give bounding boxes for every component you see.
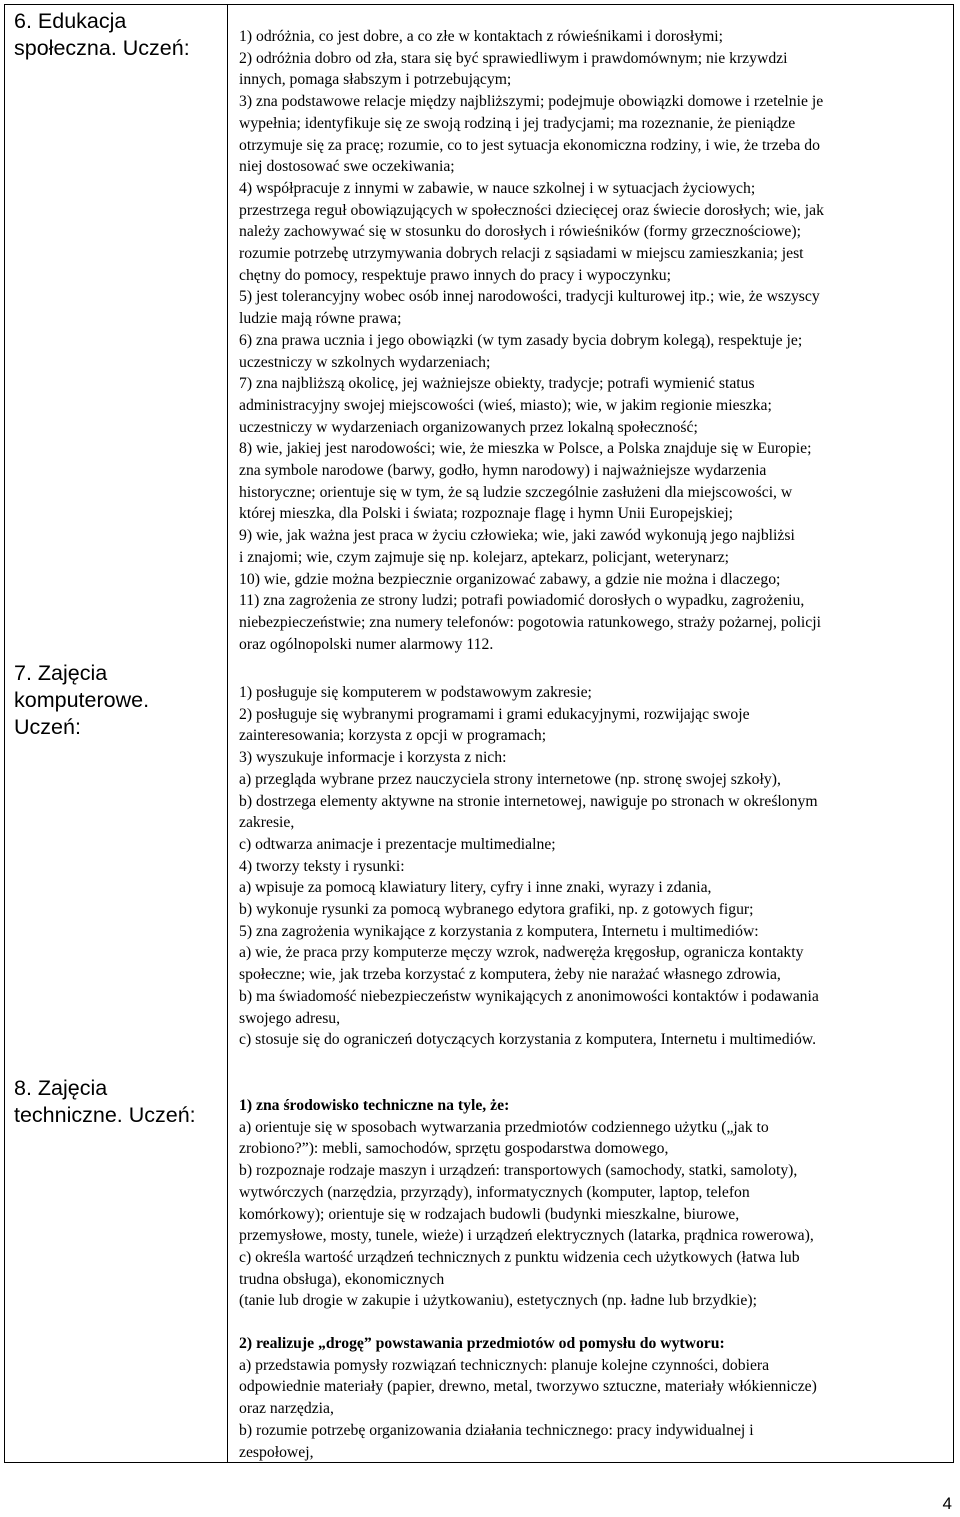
text-line: innych, pomaga słabszym i potrzebującym; [239,71,512,89]
text-line: 6) zna prawa ucznia i jego obowiązki (w tym zasady bycia dobrym kolegą), respektuje je; [239,331,803,349]
text-line: której mieszka, dla Polski i świata; rozpoznaje flagę i hymn Unii Europejskiej; [239,505,734,523]
section-7-label-line: 7. Zajęcia [14,661,108,685]
text-line: 10) wie, gdzie można bezpiecznie organizować zabawy, a gdzie nie można i dlaczego; [239,570,781,588]
text-line: a) przedstawia pomysły rozwiązań technicznych: planuje kolejne czynności, dobiera [239,1356,770,1374]
column-divider [227,4,228,1463]
text-line: 1) odróżnia, co jest dobre, a co złe w kontaktach z rówieśnikami i dorosłymi; [239,28,723,45]
text-line: historyczne; orientuje się w tym, że są ludzie szczególnie zasłużeni dla miejscowości, w [239,483,793,501]
text-line: a) wpisuje za pomocą klawiatury litery, cyfry i inne znaki, wyrazy i zdania, [239,879,712,897]
text-line: c) określa wartość urządzeń technicznych z punktu widzenia cech użytkowych (łatwa lub [239,1248,800,1266]
text-line: 5) jest tolerancyjny wobec osób innej narodowości, tradycji kulturowej itp.; wie, że wszyscy [239,288,820,306]
text-line: (tanie lub drogie w zakupie i użytkowaniu), estetycznych (np. ładne lub brzydkie); [239,1292,757,1310]
text-line: swojego adresu, [239,1009,341,1027]
text-line: 1) posługuje się komputerem w podstawowym zakresie; [239,684,592,701]
text-line: i znajomi; wie, czym zajmuje się np. kolejarz, aptekarz, policjant, weterynarz; [239,548,730,566]
section-7-label-line: Uczeń: [14,715,81,739]
text-line: oraz narzędzia, [239,1400,334,1418]
text-line: 4) tworzy teksty i rysunki: [239,857,405,875]
section-6-content [239,26,949,655]
section-8-label-line: techniczne. Uczeń: [14,1103,196,1127]
text-line: chętny do pomocy, respektuje prawo innych do pracy i wypoczynku; [239,266,672,284]
text-line: odpowiednie materiały (papier, drewno, metal, tworzywo sztuczne, materiały włókiennicze) [239,1378,817,1396]
section-7-content [239,682,949,1051]
text-line: 5) zna zagrożenia wynikające z korzystania z komputera, Internetu i multimediów: [239,922,759,940]
section-8-label [14,1075,219,1129]
text-line: otrzymuje się za pracę; rozumie, co to jest sytuacja ekonomiczna rodziny, i wie, że trzeba do [239,136,820,154]
text-line: a) przegląda wybrane przez nauczyciela strony internetowe (np. stronę swojej szkoły), [239,770,781,788]
text-line: c) stosuje się do ograniczeń dotyczących korzystania z komputera, Internetu i multimediów. [239,1031,817,1049]
text-line: przemysłowe, mosty, tunele, wieże) i urządzeń elektrycznych (latarka, prądnica rowerowa), [239,1227,814,1245]
text-line: b) rozpoznaje rodzaje maszyn i urządzeń: transportowych (samochody, statki, samoloty), [239,1162,798,1180]
text-line: niebezpieczeństwie; zna numery telefonów: pogotowia ratunkowego, straży pożarnej, policji [239,613,821,631]
text-line: 4) współpracuje z innymi w zabawie, w nauce szkolnej i w sytuacjach życiowych; [239,179,756,197]
text-line: 11) zna zagrożenia ze strony ludzi; potrafi powiadomić dorosłych o wypadku, zagrożeniu, [239,592,805,610]
text-line: niej dostosować swe oczekiwania; [239,158,455,176]
text-line: a) orientuje się w sposobach wytwarzania przedmiotów codziennego użytku („jak to [239,1118,769,1136]
text-line: ludzie mają równe prawa; [239,310,402,328]
page-number: 4 [942,1494,952,1513]
section-6-label-line: 6. Edukacja [14,9,127,33]
text-line: oraz ogólnopolski numer alarmowy 112. [239,635,494,653]
text-line: a) wie, że praca przy komputerze męczy wzrok, nadweręża kręgosłup, ogranicza kontakty [239,944,804,962]
text-line: należy zachowywać się w stosunku do dorosłych i rówieśników (formy grzecznościowe); [239,223,801,241]
text-line: administracyjny swojej miejscowości (wieś, miasto); wie, w jakim regionie mieszka; [239,396,772,414]
text-line: 7) zna najbliższą okolicę, jej ważniejsze obiekty, tradycje; potrafi wymienić status [239,375,755,393]
section-7-label [14,660,219,741]
text-line: 3) zna podstawowe relacje między najbliższymi; podejmuje obowiązki domowe i rzetelnie je [239,93,824,111]
text-line: zespołowej, [239,1443,314,1461]
section-8-content [239,1095,949,1463]
text-line: komórkowy); orientuje się w rodzajach budowli (budynki mieszkalne, biurowe, [239,1205,740,1223]
text-line: zainteresowania; korzysta z opcji w programach; [239,727,547,745]
text-line: 2) odróżnia dobro od zła, stara się być sprawiedliwym i prawdomównym; nie krzywdzi [239,49,788,67]
text-line: zna symbole narodowe (barwy, godło, hymn narodowy) i najważniejsze wydarzenia [239,462,767,480]
section-6-label [14,8,219,62]
text-line: rozumie potrzebę utrzymywania dobrych relacji z sąsiadami w miejscu zamieszkania; jest [239,245,804,263]
text-line: 3) wyszukuje informacje i korzysta z nich: [239,749,507,767]
text-line: 8) wie, jakiej jest narodowości; wie, że mieszka w Polsce, a Polska znajduje się w Europie; [239,440,812,458]
text-line: 2) realizuje „drogę” powstawania przedmiotów od pomysłu do wytworu: [239,1335,725,1353]
text-line: b) ma świadomość niebezpieczeństw wynikających z anonimowości kontaktów i podawania [239,987,819,1005]
text-line: uczestniczy w szkolnych wydarzeniach; [239,353,491,371]
text-line: c) odtwarza animacje i prezentacje multimedialne; [239,835,556,853]
text-line: trudna obsługa), ekonomicznych [239,1270,445,1288]
text-line: b) rozumie potrzebę organizowania działania technicznego: pracy indywidualnej i [239,1421,754,1439]
section-8-label-line: 8. Zajęcia [14,1076,108,1100]
text-line: zakresie, [239,814,295,832]
text-line: uczestniczy w wydarzeniach organizowanych przez lokalną społeczność; [239,418,698,436]
text-line: wypełnia; identyfikuje się ze swoją rodziną i jej tradycjami; ma rozeznanie, że pieniądze [239,114,796,132]
text-line: 9) wie, jak ważna jest praca w życiu człowieka; wie, jaki zawód wykonują jego najbliżsi [239,527,795,545]
section-7-label-line: komputerowe. [14,688,150,712]
text-line: społeczne; wie, jak trzeba korzystać z komputera, żeby nie narażać własnego zdrowia, [239,966,781,984]
text-line: przestrzega reguł obowiązujących w społeczności dziecięcej oraz świecie dorosłych; wie, jak [239,201,824,219]
text-line: 1) zna środowisko techniczne na tyle, że: [239,1097,510,1114]
text-line: wytwórczych (narzędzia, przyrządy), informatycznych (komputer, laptop, telefon [239,1183,750,1201]
text-line: b) wykonuje rysunki za pomocą wybranego edytora grafiki, np. z gotowych figur; [239,901,754,919]
text-line: 2) posługuje się wybranymi programami i grami edukacyjnymi, rozwijając swoje [239,705,750,723]
text-line: b) dostrzega elementy aktywne na stronie internetowej, nawiguje po stronach w określonym [239,792,818,810]
section-6-label-line: społeczna. Uczeń: [14,36,190,60]
text-line: zrobiono?”): mebli, samochodów, sprzętu gospodarstwa domowego, [239,1140,669,1158]
